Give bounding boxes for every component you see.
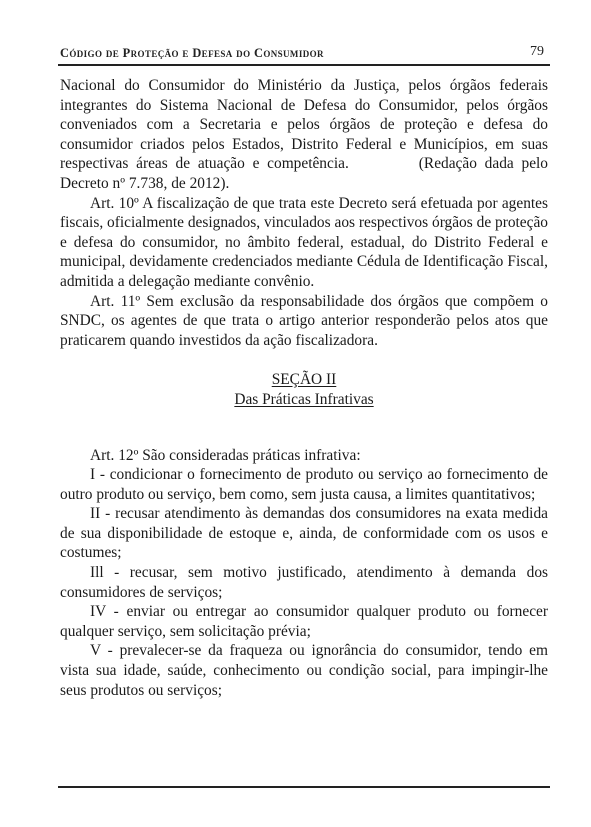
item-number: V -: [90, 642, 113, 660]
item-number: II -: [90, 505, 111, 523]
running-title: Código de Proteção e Defesa do Consumidor: [60, 46, 324, 60]
item-text: recusar atendimento às demandas dos consumidores na exata medida de sua disponibilidade de estoque e, ainda, de conformidade com os usos e costumes;: [60, 505, 548, 562]
paragraph-text: Nacional do Consumidor do Ministério da Justiça, pelos órgãos federais integrantes do Sistema Nacional de Defesa do Consumidor, pelos órgãos conveniados com a Secretaria e pelos órgãos de proteção e defesa do consumidor criados pelos Estados, Distrito Federal e Municípios, em suas respectivas áreas de atuação e competência.: [60, 77, 548, 173]
amendment-note: (Redação dada pelo Decreto nº 7.738, de 2012).: [60, 155, 548, 192]
document-page: [58, 0, 550, 827]
article-12-item: [60, 641, 548, 700]
footer-rule: [58, 786, 550, 788]
document-body: [60, 76, 548, 700]
item-text: prevalecer-se da fraqueza ou ignorância do consumidor, tendo em vista sua idade, saúde, conhecimento ou condição social, para impingir-lhe seus produtos ou serviços;: [60, 642, 548, 699]
article-12-intro: Art. 12º São consideradas práticas infrativa:: [90, 446, 361, 464]
item-text: condicionar o fornecimento de produto ou serviço ao fornecimento de outro produto ou serviço, bem como, sem justa causa, a limites quantitativos;: [60, 466, 548, 503]
item-text: recusar, sem motivo justificado, atendimento à demanda dos consumidores de serviços;: [60, 564, 548, 601]
article-12-item: [60, 465, 548, 504]
item-number: Ill -: [90, 564, 120, 582]
article-11: Art. 11º Sem exclusão da responsabilidade dos órgãos que compõem o SNDC, os agentes de que trata o artigo anterior responderão pelos atos que praticarem quando investidos da ação fiscalizadora.: [60, 292, 548, 349]
item-number: I -: [90, 466, 105, 484]
page-header: [58, 44, 550, 64]
section-title: SEÇÃO II: [271, 371, 337, 389]
header-rule: [58, 64, 550, 66]
article-12-item: [60, 563, 548, 602]
article-10: Art. 10º A fiscalização de que trata este Decreto será efetuada por agentes fiscais, oficialmente designados, vinculados aos respectivos órgãos de proteção e defesa do consumidor, no âmbito federal, estadual, do Distrito Federal e municipal, devidamente credenciados mediante Cédula de Identificação Fiscal, admitida a delegação mediante convênio.: [60, 194, 548, 290]
page-number: 79: [530, 44, 544, 59]
section-subtitle: Das Práticas Infrativas: [234, 390, 374, 408]
article-12-item: [60, 504, 548, 563]
paragraph-continuation: [60, 76, 548, 194]
item-number: IV -: [90, 603, 119, 621]
item-text: enviar ou entregar ao consumidor qualquer produto ou fornecer qualquer serviço, sem solicitação prévia;: [60, 603, 548, 640]
article-12-item: [60, 602, 548, 641]
